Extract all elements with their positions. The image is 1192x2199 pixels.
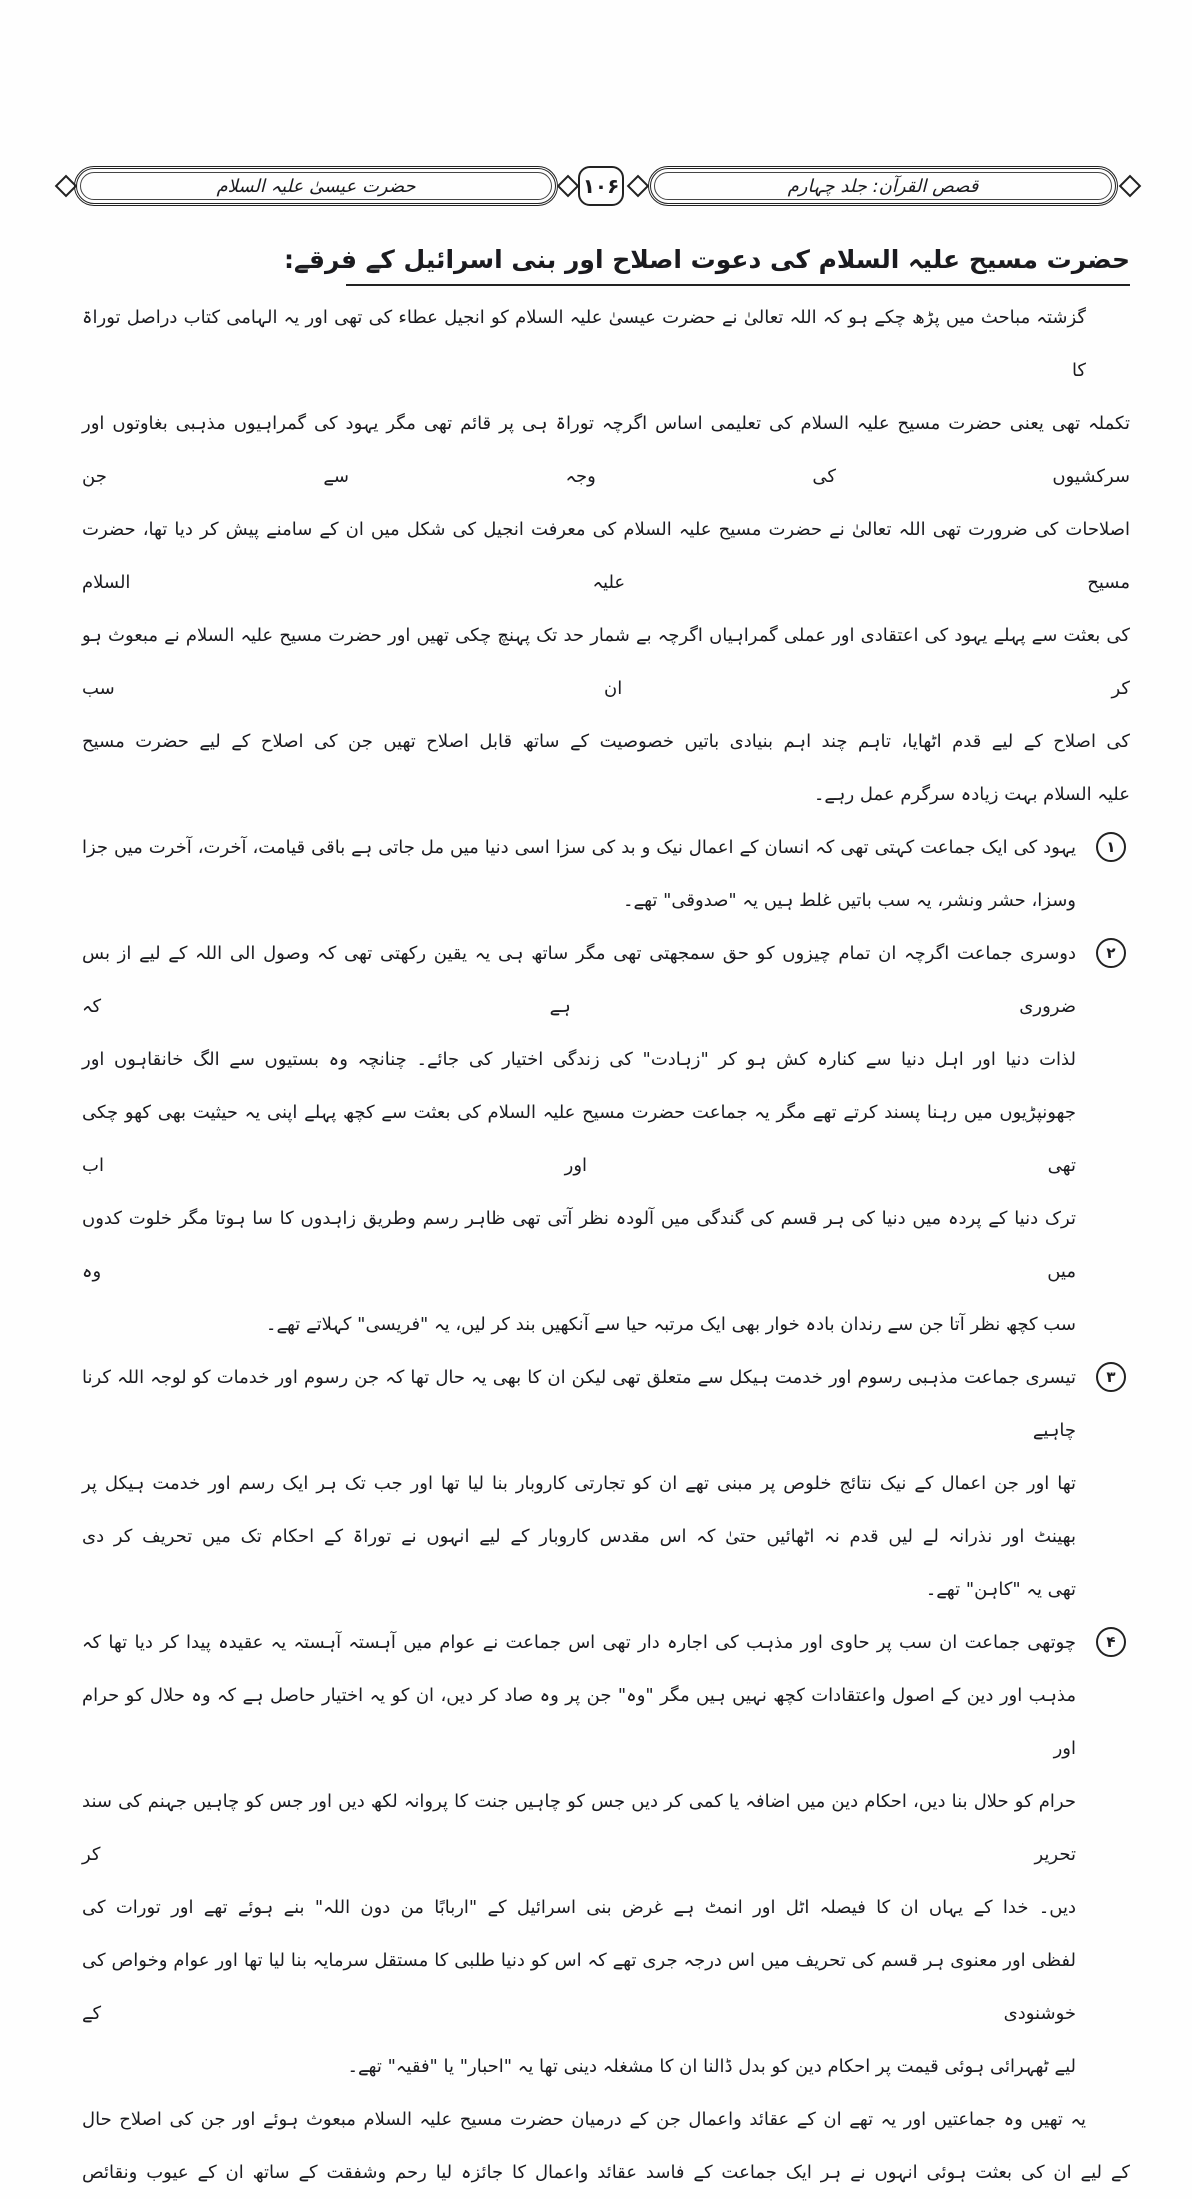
text-line: بھینٹ اور نذرانہ لے لیں قدم نہ اٹھائیں حتیٰ کہ اس مقدس کاروبار کے لیے انہوں نے توراۃ کے احکام تک میں تحریف کر دی [82, 1526, 1076, 1547]
book-title-frame [648, 166, 1118, 206]
book-title: قصص القرآن: جلد چہارم [787, 175, 979, 197]
page-number: ۱۰۶ [578, 166, 624, 206]
text-line: کے لیے ان کی بعثت ہوئی انہوں نے ہر ایک جماعت کے فاسد عقائد واعمال کا جائزہ لیا رحم وشفقت کے ساتھ ان کے عیوب ونقائص [82, 2162, 1130, 2183]
text-line: یہود کی ایک جماعت کہتی تھی کہ انسان کے اعمال نیک و بد کی سزا اسی دنیا میں مل جاتی ہے باقی قیامت، آخرت، آخرت میں جزا [82, 837, 1076, 858]
text-line: علیہ السلام بہت زیادہ سرگرم عمل رہے۔ [813, 784, 1130, 805]
intro-paragraph [82, 291, 1130, 821]
item-number-circle: ۱ [1096, 832, 1126, 862]
numbered-item [82, 927, 1130, 1351]
text-line: دوسری جماعت اگرچہ ان تمام چیزوں کو حق سمجھتی تھی مگر ساتھ ہی یہ یقین رکھتی تھی کہ وصول الی اللہ کے لیے از بس ضروری ہے کہ [82, 943, 1076, 1017]
text-line: مذہب اور دین کے اصول واعتقادات کچھ نہیں ہیں مگر "وہ" جن پر وہ صاد کر دیں، ان کو یہ اختیار حاصل ہے کہ وہ حلال کو حرام اور [82, 1685, 1076, 1759]
closing-paragraph [82, 2093, 1130, 2199]
text-line: حرام کو حلال بنا دیں، احکام دین میں اضافہ یا کمی کر دیں جس کو چاہیں جنت کا پروانہ لکھ دیں اور جس کو چاہیں جہنم کی سند تحریر کر [82, 1791, 1076, 1865]
text-line: تکملہ تھی یعنی حضرت مسیح علیہ السلام کی تعلیمی اساس اگرچہ توراۃ ہی پر قائم تھی مگر یہود کی گمراہیوں مذہبی بغاوتوں اور سرکشیوں کی وجہ سے جن [82, 413, 1130, 487]
text-line: تھی یہ "کاہن" تھے۔ [925, 1579, 1076, 1600]
text-line: جھونپڑیوں میں رہنا پسند کرتے تھے مگر یہ جماعت حضرت مسیح علیہ السلام کی بعثت سے کچھ پہلے اپنی یہ حیثیت بھی کھو چکی تھی اور اب [82, 1102, 1076, 1176]
numbered-item [82, 1351, 1130, 1616]
body-text [82, 291, 1130, 2199]
text-line: تھا اور جن اعمال کے نیک نتائج خلوص پر مبنی تھے ان کو تجارتی کاروبار بنا لیا تھا اور جب تک ہر ایک رسم اور خدمت ہیکل پر [82, 1473, 1076, 1494]
text-line: چوتھی جماعت ان سب پر حاوی اور مذہب کی اجارہ دار تھی اس جماعت نے عوام میں آہستہ آہستہ یہ عقیدہ پیدا کر دیا تھا کہ [82, 1632, 1076, 1653]
numbered-item [82, 821, 1130, 927]
item-number-circle: ۳ [1096, 1362, 1126, 1392]
item-number-circle: ۲ [1096, 938, 1126, 968]
text-line: سب کچھ نظر آتا جن سے رندان بادہ خوار بھی ایک مرتبہ حیا سے آنکھیں بند کر لیں، یہ "فریسی" کہلاتے تھے۔ [265, 1314, 1076, 1335]
text-line: اصلاحات کی ضرورت تھی اللہ تعالیٰ نے حضرت مسیح علیہ السلام کی معرفت انجیل کی شکل میں ان کے سامنے پیش کر دیا تھا، حضرت مسیح علیہ السلام [82, 519, 1130, 593]
chapter-title-frame [74, 166, 558, 206]
chapter-title: حضرت عیسیٰ علیہ السلام [216, 175, 416, 197]
section-title: حضرت مسیح علیہ السلام کی دعوت اصلاح اور بنی اسرائیل کے فرقے: [284, 245, 1130, 274]
ornament-diamond-icon [1119, 175, 1142, 198]
text-line: یہ تھیں وہ جماعتیں اور یہ تھے ان کے عقائد واعمال جن کے درمیان حضرت مسیح علیہ السلام مبعوث ہوئے اور جن کی اصلاح حال [82, 2109, 1086, 2130]
text-line: کی اصلاح کے لیے قدم اٹھایا، تاہم چند اہم بنیادی باتیں خصوصیت کے ساتھ قابل اصلاح تھیں جن کی اصلاح کے لیے حضرت مسیح [82, 731, 1130, 752]
text-line: کی بعثت سے پہلے یہود کی اعتقادی اور عملی گمراہیاں اگرچہ بے شمار حد تک پہنچ چکی تھیں اور حضرت مسیح علیہ السلام نے مبعوث ہو کر ان سب [82, 625, 1130, 699]
title-underline [346, 284, 1130, 286]
text-line: دیں۔ خدا کے یہاں ان کا فیصلہ اٹل اور انمٹ ہے غرض بنی اسرائیل کے "اربابًا من دون اللہ" بنے ہوئے تھے اور تورات کی [82, 1897, 1076, 1918]
text-line: ترک دنیا کے پردہ میں دنیا کی ہر قسم کی گندگی میں آلودہ نظر آتی تھی ظاہر رسم وطریق زاہدوں کا سا ہوتا مگر خلوت کدوں میں وہ [82, 1208, 1076, 1282]
numbered-item [82, 1616, 1130, 2093]
text-line: وسزا، حشر ونشر، یہ سب باتیں غلط ہیں یہ "صدوقی" تھے۔ [623, 890, 1076, 911]
ornament-diamond-icon [557, 175, 580, 198]
text-line: لیے ٹھہرائی ہوئی قیمت پر احکام دین کو بدل ڈالنا ان کا مشغلہ دینی تھا یہ "احبار" یا "فقیہ" تھے۔ [347, 2056, 1076, 2077]
text-line: تیسری جماعت مذہبی رسوم اور خدمت ہیکل سے متعلق تھی لیکن ان کا بھی یہ حال تھا کہ جن رسوم اور خدمات کو لوجہ اللہ کرنا چاہیے [82, 1367, 1076, 1441]
text-line: گزشتہ مباحث میں پڑھ چکے ہو کہ اللہ تعالیٰ نے حضرت عیسیٰ علیہ السلام کو انجیل عطاء کی تھی اور یہ الہامی کتاب دراصل توراۃ کا [82, 307, 1086, 381]
text-line: لفظی اور معنوی ہر قسم کی تحریف میں اس درجہ جری تھے کہ اس کو دنیا طلبی کا مستقل سرمایہ بنا لیا تھا اور عوام وخواص کی خوشنودی کے [82, 1950, 1076, 2024]
ornament-diamond-icon [627, 175, 650, 198]
text-line: لذات دنیا اور اہل دنیا سے کنارہ کش ہو کر "زہادت" کی زندگی اختیار کی جائے۔ چنانچہ وہ بستیوں سے الگ خانقاہوں اور [82, 1049, 1076, 1070]
item-number-circle: ۴ [1096, 1627, 1126, 1657]
